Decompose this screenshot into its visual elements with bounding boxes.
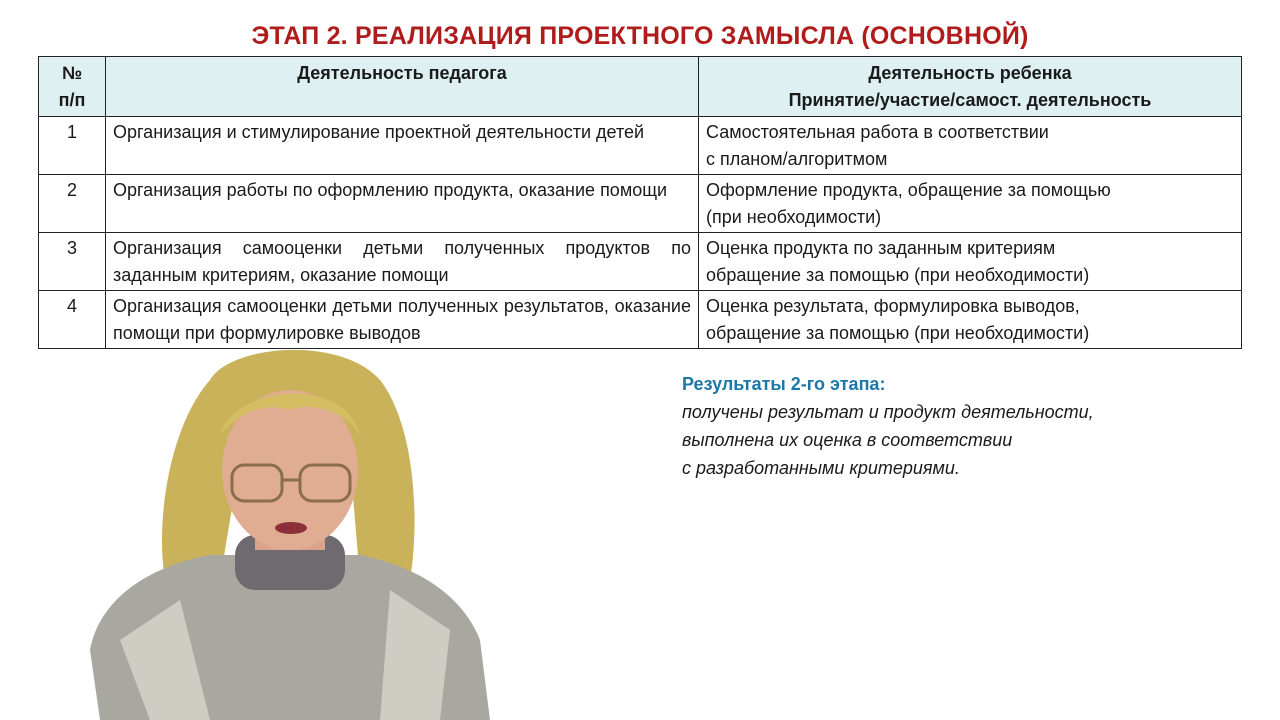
cell-text: Организация самооценки детьми полученных продуктов (113, 238, 651, 258)
row-number: 4 (39, 291, 106, 349)
teacher-activity (106, 117, 699, 175)
row-number: 2 (39, 175, 106, 233)
child-activity (699, 117, 1242, 175)
cell-text: Организация самооценки детьми полученных результатов, (113, 296, 609, 316)
cell-line: обращение за помощью (при необходимости) (706, 265, 1090, 285)
results-line: выполнена их оценка в соответствии (682, 430, 1013, 450)
cell-text: по заданным критериям, оказание помощи (113, 238, 691, 285)
cell-line: Самостоятельная работа в соответствии (706, 122, 1049, 142)
header-child (699, 57, 1242, 117)
cell-text: детей (596, 122, 645, 142)
cell-line: Оценка результата, формулировка выводов, (706, 296, 1080, 316)
header-num (39, 57, 106, 117)
header-teacher: Деятельность педагога (106, 57, 699, 117)
row-number: 1 (39, 117, 106, 175)
cell-line: Оформление продукта, обращение за помощью (706, 180, 1111, 200)
teacher-activity (106, 233, 699, 291)
presenter-mouth (275, 522, 307, 534)
cell-text: Организация и стимулирование проектной деятельности (113, 122, 592, 142)
cell-line: (при необходимости) (706, 207, 882, 227)
header-child-line: Деятельность ребенка (868, 63, 1072, 83)
child-activity (699, 175, 1242, 233)
results-line: получены результат и продукт деятельности, (682, 402, 1094, 422)
activity-table (38, 56, 1242, 349)
cell-line: с планом/алгоритмом (706, 149, 888, 169)
results-line: с разработанными критериями. (682, 458, 960, 478)
cell-text: помощи (600, 180, 668, 200)
header-child-line: Принятие/участие/самост. деятельность (788, 90, 1152, 110)
results-heading: Результаты 2-го этапа: (682, 374, 886, 394)
child-activity (699, 291, 1242, 349)
presenter-video (60, 340, 500, 720)
header-num-line: № (61, 63, 83, 83)
header-num-line: п/п (58, 90, 86, 110)
child-activity (699, 233, 1242, 291)
stage-results (682, 370, 1094, 482)
slide-title: ЭТАП 2. РЕАЛИЗАЦИЯ ПРОЕКТНОГО ЗАМЫСЛА (ОСНОВНОЙ) (251, 22, 1029, 50)
table-row (39, 175, 1242, 233)
cell-line: Оценка продукта по заданным критериям (706, 238, 1056, 258)
row-number: 3 (39, 233, 106, 291)
cell-text: оказание помощи при формулировке выводов (113, 296, 691, 343)
cell-line: обращение за помощью (при необходимости) (706, 323, 1090, 343)
cell-text: Организация работы по оформлению продукта, оказание (113, 180, 596, 200)
table-row (39, 233, 1242, 291)
teacher-activity (106, 175, 699, 233)
table-header-row (39, 57, 1242, 117)
table-row (39, 117, 1242, 175)
